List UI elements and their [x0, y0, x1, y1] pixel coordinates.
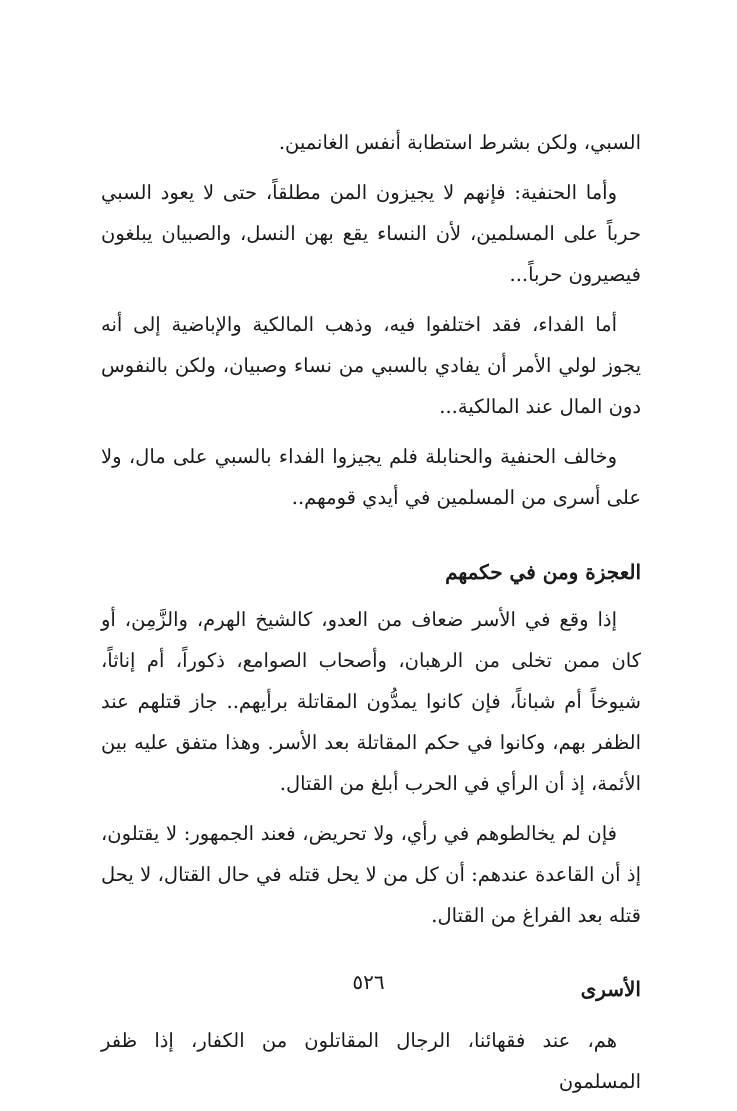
paragraph-3: أما الفداء، فقد اختلفوا فيه، وذهب المالكية والإباضية إلى أنه يجوز لولي الأمر أن يفادي بالسبي من نساء وصبيان، ولكن بالنفوس دون المال عند المالكية... [101, 313, 641, 418]
paragraph-1: السبي، ولكن بشرط استطابة أنفس الغانمين. [278, 131, 641, 154]
paragraph-4: وخالف الحنفية والحنابلة فلم يجيزوا الفداء بالسبي على مال، ولا على أسرى من المسلمين في أيدي قومهم.. [101, 445, 641, 509]
page-number: ٥٢٦ [352, 970, 385, 994]
section-heading-infirm: العجزة ومن في حكمهم [445, 560, 641, 584]
paragraph-2: وأما الحنفية: فإنهم لا يجيزون المن مطلقاً، حتى لا يعود السبي حرباً على المسلمين، لأن النساء يقع بهن النسل، والصبيان يبلغون فيصيرون حرباً... [101, 181, 641, 286]
paragraph-6: فإن لم يخالطوهم في رأي، ولا تحريض، فعند الجمهور: لا يقتلون، إذ أن القاعدة عندهم: أن كل من لا يحل قتله في حال القتال، لا يحل قتله بعد الفراغ من القتال. [101, 822, 641, 927]
page-body [101, 122, 641, 1111]
paragraph-5: إذا وقع في الأسر ضعاف من العدو، كالشيخ الهرم، والزَّمِن، أو كان ممن تخلى من الرهبان، وأصحاب الصوامع، ذكوراً، أم إناثاً، شيوخاً أم شباناً، فإن كانوا يمدُّون المقاتلة برأيهم.. جاز قتلهم عند الظفر بهم، وكانوا في حكم المقاتلة بعد الأسر. وهذا متفق عليه بين الأئمة، إذ أن الرأي في الحرب أبلغ من القتال. [101, 608, 641, 795]
section-heading-prisoners: الأسرى [580, 977, 641, 1001]
paragraph-7: هم، عند فقهائنا، الرجال المقاتلون من الكفار، إذا ظفر المسلمون [101, 1029, 641, 1093]
